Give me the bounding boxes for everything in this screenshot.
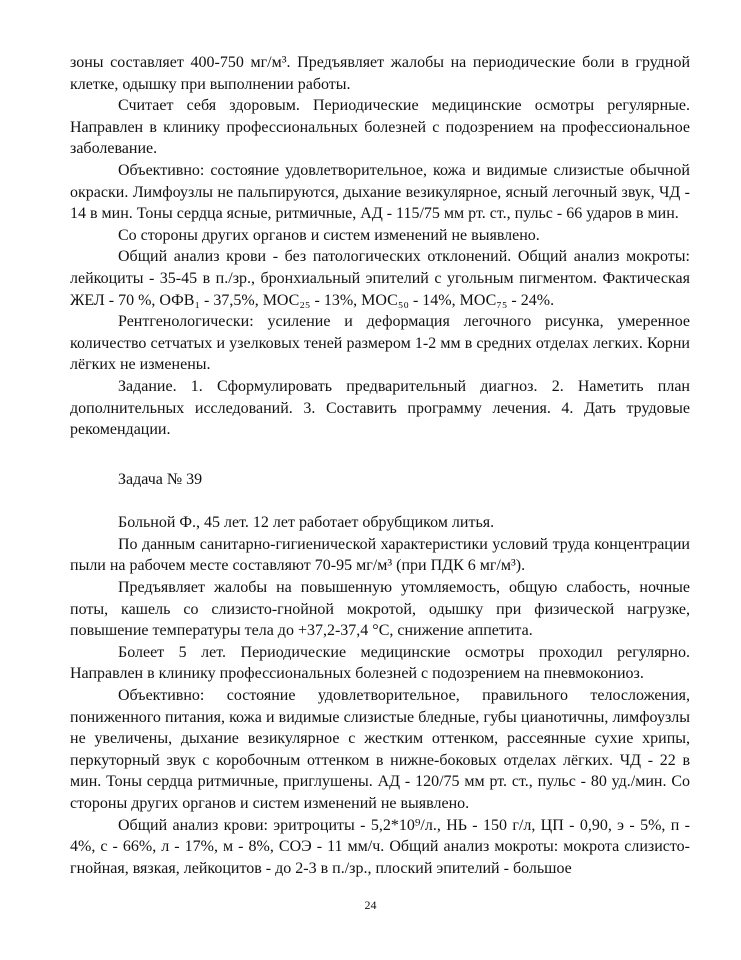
- document-body: [70, 52, 690, 879]
- paragraph-1: зоны составляет 400-750 мг/м³. Предъявляет жалобы на периодические боли в грудной клетке, одышку при выполнении работы.: [70, 54, 690, 93]
- paragraph-4: Со стороны других органов и систем изменений не выявлено.: [118, 226, 540, 244]
- paragraph-10: По данным санитарно-гигиенической характеристики условий труда концентрации пыли на рабочем месте составляют 70-95 мг/м³ (при ПДК 6 мг/м³).: [70, 535, 690, 575]
- paragraph-3: Объективно: состояние удовлетворительное, кожа и видимые слизистые обычной окраски. Лимфоузлы не пальпируются, дыхание везикулярное, ясный легочный звук, ЧД - 14 в мин. Тоны сердца ясные, ритмичные, АД - 115/75 мм рт. ст., пульс - 66 ударов в мин.: [70, 161, 690, 223]
- task-heading: Задача № 39: [118, 470, 203, 488]
- paragraph-2: Считает себя здоровым. Периодические медицинские осмотры регулярные. Направлен в клинику профессиональных болезней с подозрением на профессиональное заболевание.: [70, 97, 690, 158]
- paragraph-7: Задание. 1. Сформулировать предварительный диагноз. 2. Наметить план дополнительных исследований. 3. Составить программу лечения. 4. Дать трудовые рекомендации.: [70, 377, 690, 439]
- paragraph-6: Рентгенологически: усиление и деформация легочного рисунка, умеренное количество сетчатых и узелковых теней размером 1-2 мм в средних отделах легких. Корни лёгких не изменены.: [70, 313, 690, 374]
- page-number: 24: [364, 898, 377, 912]
- paragraph-11: Предъявляет жалобы на повышенную утомляемость, общую слабость, ночные поты, кашель со слизисто-гнойной мокротой, одышку при физической нагрузке, повышение температуры тела до +37,2-37,4 °С, снижение аппетита.: [70, 579, 690, 640]
- paragraph-12: Болеет 5 лет. Периодические медицинские осмотры проходил регулярно. Направлен в клинику профессиональных болезней с подозрением на пневмокониоз.: [70, 643, 690, 683]
- paragraph-14: Общий анализ крови: эритроциты - 5,2*10⁹/л., НЬ - 150 г/л, ЦП - 0,90, э - 5%, п - 4%, с - 66%, л - 17%, м - 8%, СОЭ - 11 мм/ч. Общий анализ мокроты: мокрота слизисто-гнойная, вязкая, лейкоцитов - до 2-3 в п./зр., плоский эпителий - большое: [70, 816, 690, 877]
- paragraph-13: Объективно: состояние удовлетворительное, правильного телосложения, пониженного питания, кожа и видимые слизистые бледные, губы цианотичны, лимфоузлы не увеличены, дыхание везикулярное с жестким оттенком, рассеянные сухие хрипы, перкуторный звук с коробочным оттенком в нижне-боковых отделах лёгких. ЧД - 22 в мин. Тоны сердца ритмичные, приглушены. АД - 120/75 мм рт. ст., пульс - 80 уд./мин. Со стороны других органов и систем изменений не выявлено.: [70, 687, 690, 812]
- paragraph-5: Общий анализ крови - без патологических отклонений. Общий анализ мокроты: лейкоциты - 35-45 в п./зр., бронхиальный эпителий с угольным пигментом. Фактическая ЖЕЛ - 70 %, ОФВ₁ - 37,5%, МОС₂₅ - 13%, МОС₅₀ - 14%, МОС₇₅ - 24%.: [70, 248, 690, 309]
- paragraph-9: Больной Ф., 45 лет. 12 лет работает обрубщиком литья.: [118, 514, 495, 532]
